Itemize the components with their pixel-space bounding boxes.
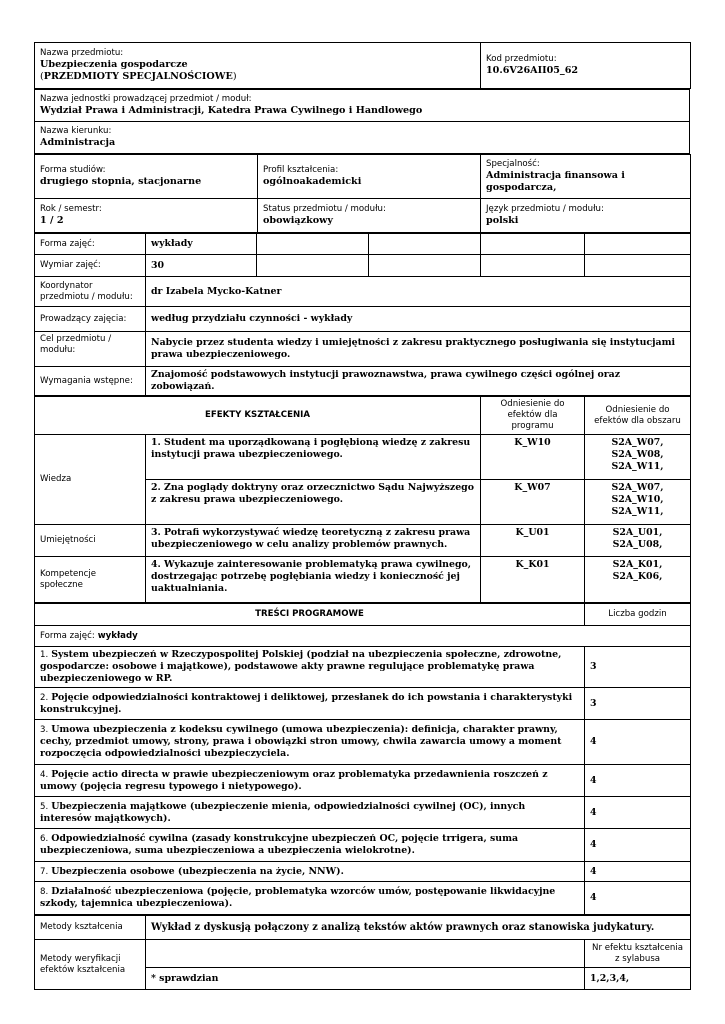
effect-area: S2A_U01, S2A_U08, [585, 525, 691, 557]
verify-label: Metody weryfikacji efektów kształcenia [35, 940, 146, 990]
year-label: Rok / semestr: [40, 204, 102, 214]
empty-cell [369, 255, 481, 277]
content-form-value: wykłady [97, 631, 138, 641]
topic-row: 7. Ubezpieczenia osobowe (ubezpieczenia na życie, NNW). [35, 862, 585, 882]
topic-hours: 4 [585, 797, 691, 829]
topic-hours: 3 [585, 688, 691, 720]
teach-label: Metody kształcenia [35, 916, 146, 940]
topic-row: 4. Pojęcie actio directa w prawie ubezpieczeniowym oraz problematyka przedawnienia roszczeń z umowy (pojęcia regresu typowego i nietypowego). [35, 765, 585, 797]
profile-label: Profil kształcenia: [263, 165, 339, 175]
year-cell [35, 199, 258, 233]
status-cell [258, 199, 481, 233]
lang-value: polski [486, 215, 519, 226]
empty-cell [257, 255, 369, 277]
empty-cell [257, 234, 369, 255]
field-label: Nazwa kierunku: [40, 126, 112, 136]
effect-program: K_U01 [481, 525, 585, 557]
status-label: Status przedmiotu / modułu: [263, 204, 386, 214]
status-value: obowiązkowy [263, 215, 333, 226]
effects-table [34, 396, 691, 603]
subject-label: Nazwa przedmiotu: [40, 48, 124, 58]
profile-value: ogólnoakademicki [263, 176, 362, 187]
spec-cell [481, 155, 691, 199]
coordinator-label: Koordynator przedmiotu / modułu: [35, 277, 146, 307]
effect-number-col: Nr efektu kształcenia z sylabusa [585, 940, 691, 968]
unit-table [34, 89, 690, 154]
study-form-label: Forma studiów: [40, 165, 106, 175]
goal-value: Nabycie przez studenta wiedzy i umiejętności z zakresu praktycznego posługiwania się instytucjami prawa ubezpieczeniowego. [146, 332, 691, 367]
effects-col-program: Odniesienie do efektów dla programu [481, 397, 585, 435]
effect-text: 4. Wykazuje zainteresowanie problematyką prawa cywilnego, dostrzegając potrzebę pogłębiania wiedzy i konieczność jej uaktualniania. [146, 557, 481, 603]
content-table [34, 603, 691, 915]
lead-value: według przydziału czynności - wykłady [146, 307, 691, 332]
form-label: Forma zajęć: [35, 234, 146, 255]
effect-program: K_W07 [481, 480, 585, 525]
header-table [34, 42, 691, 89]
lang-label: Język przedmiotu / modułu: [486, 204, 604, 214]
syllabus-sheet [34, 42, 690, 990]
effect-area: S2A_W07, S2A_W10, S2A_W11, [585, 480, 691, 525]
study-form-value: drugiego stopnia, stacjonarne [40, 176, 202, 187]
category-skills: Umiejętności [35, 525, 146, 557]
unit-cell [35, 90, 690, 122]
empty-cell [481, 234, 585, 255]
requirements-label: Wymagania wstępne: [35, 367, 146, 396]
category-social: Kompetencje społeczne [35, 557, 146, 603]
spec-value: Administracja finansowa i gospodarcza, [486, 170, 625, 193]
topic-hours: 4 [585, 720, 691, 765]
effect-area: S2A_K01, S2A_K06, [585, 557, 691, 603]
category-knowledge: Wiedza [35, 435, 146, 525]
code-cell [481, 43, 691, 89]
topic-hours: 4 [585, 765, 691, 797]
field-cell [35, 122, 690, 154]
topic-row: 8. Działalność ubezpieczeniowa (pojęcie, problematyka wzorców umów, postępowanie likwidacyjne szkody, tajemnica ubezpieczeniowa). [35, 882, 585, 915]
field-value: Administracja [40, 137, 116, 148]
effects-title: EFEKTY KSZTAŁCENIA [35, 397, 481, 435]
teach-value: Wykład z dyskusją połączony z analizą tekstów aktów prawnych oraz stanowiska judykatury. [146, 916, 691, 940]
topic-hours: 4 [585, 862, 691, 882]
study-table [34, 154, 691, 233]
topic-row: 5. Ubezpieczenia majątkowe (ubezpieczenie mienia, odpowiedzialności cywilnej (OC), innych interesów majątkowych). [35, 797, 585, 829]
empty-cell [146, 940, 585, 968]
form-value: wykłady [146, 234, 257, 255]
hours-label: Wymiar zajęć: [35, 255, 146, 277]
requirements-value: Znajomość podstawowych instytucji prawoznawstwa, prawa cywilnego części ogólnej oraz zobowiązań. [146, 367, 691, 396]
content-form-row [35, 626, 691, 647]
code-value: 10.6V26AII05_62 [486, 65, 579, 76]
unit-value: Wydział Prawa i Administracji, Katedra Prawa Cywilnego i Handlowego [40, 105, 423, 116]
topic-hours: 3 [585, 647, 691, 688]
empty-cell [585, 234, 691, 255]
lead-label: Prowadzący zajęcia: [35, 307, 146, 332]
topic-hours: 4 [585, 829, 691, 862]
effect-area: S2A_W07, S2A_W08, S2A_W11, [585, 435, 691, 480]
topic-row: 2. Pojęcie odpowiedzialności kontraktowej i deliktowej, przesłanek do ich powstania i charakterystyki konstrukcyjnej. [35, 688, 585, 720]
study-form-cell [35, 155, 258, 199]
goal-label: Cel przedmiotu / modułu: [35, 332, 146, 367]
verify-effects: 1,2,3,4, [585, 968, 691, 990]
spec-label: Specjalność: [486, 159, 540, 169]
effect-text: 3. Potrafi wykorzystywać wiedzę teoretyczną z zakresu prawa ubezpieczeniowego w celu analizy problemów prawnych. [146, 525, 481, 557]
subject-name: Ubezpieczenia gospodarcze [40, 59, 188, 70]
topic-hours: 4 [585, 882, 691, 915]
empty-cell [481, 255, 585, 277]
effect-text: 1. Student ma uporządkowaną i pogłębioną wiedzę z zakresu instytucji prawa ubezpieczeniowego. [146, 435, 481, 480]
subject-group: PRZEDMIOTY SPECJALNOŚCIOWE [43, 71, 233, 82]
effect-program: K_K01 [481, 557, 585, 603]
unit-label: Nazwa jednostki prowadzącej przedmiot / moduł: [40, 94, 252, 104]
topic-row: 1. System ubezpieczeń w Rzeczypospolitej Polskiej (podział na ubezpieczenia społeczne, zdrowotne, gospodarcze: osobowe i majątkowe), podstawowe akty prawne regulujące problematykę prawa ubezpieczeniowego w RP. [35, 647, 585, 688]
hours-value: 30 [146, 255, 257, 277]
content-hours-col: Liczba godzin [585, 604, 691, 626]
empty-cell [585, 255, 691, 277]
effect-program: K_W10 [481, 435, 585, 480]
subject-cell: Nazwa przedmiotu: Ubezpieczenia gospodarcze (PRZEDMIOTY SPECJALNOŚCIOWE) [35, 43, 481, 89]
profile-cell [258, 155, 481, 199]
empty-cell [369, 234, 481, 255]
content-form-label: Forma zajęć: [40, 631, 95, 641]
topic-row: 6. Odpowiedzialność cywilna (zasady konstrukcyjne ubezpieczeń OC, pojęcie trrigera, suma ubezpieczeniowa, suma ubezpieczeniowa a ubezpieczenia wielokrotne). [35, 829, 585, 862]
classes-table [34, 233, 691, 396]
verify-method: * sprawdzian [146, 968, 585, 990]
effects-col-area: Odniesienie do efektów dla obszaru [585, 397, 691, 435]
effect-text: 2. Zna poglądy doktryny oraz orzecznictwo Sądu Najwyższego z zakresu prawa ubezpieczeniowego. [146, 480, 481, 525]
year-value: 1 / 2 [40, 215, 64, 226]
code-label: Kod przedmiotu: [486, 54, 557, 64]
content-title: TREŚCI PROGRAMOWE [35, 604, 585, 626]
topic-row: 3. Umowa ubezpieczenia z kodeksu cywilnego (umowa ubezpieczenia): definicja, charakter prawny, cechy, przedmiot umowy, strony, prawa i obowiązki stron umowy, chwila zawarcia umowy a moment rozpoczęcia odpowiedzialności ubezpieczyciela. [35, 720, 585, 765]
lang-cell [481, 199, 691, 233]
coordinator-value: dr Izabela Mycko-Katner [146, 277, 691, 307]
methods-table [34, 915, 691, 990]
